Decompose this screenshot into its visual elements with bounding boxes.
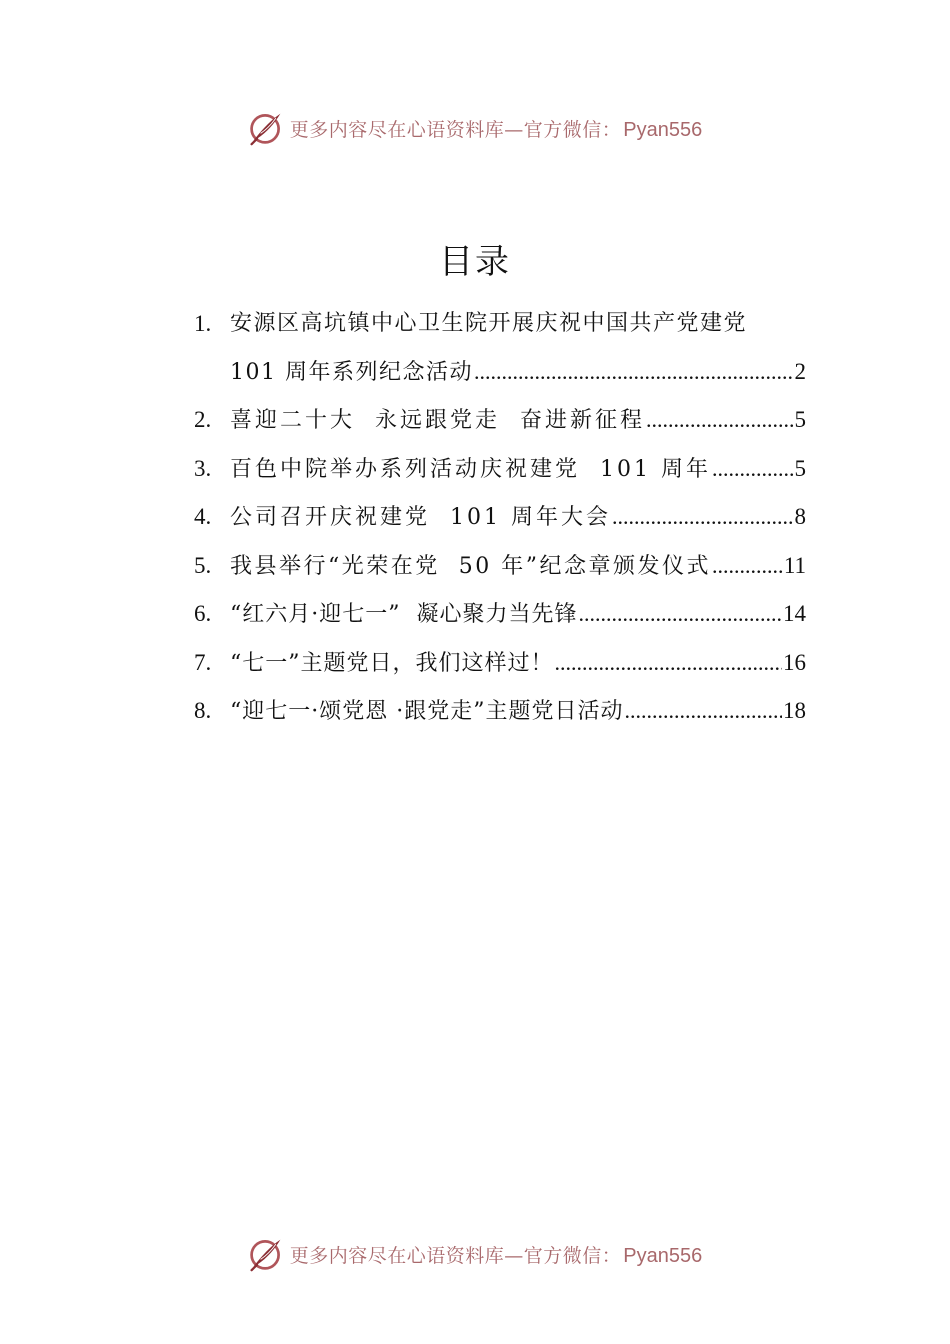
toc-entry-5[interactable] bbox=[194, 542, 806, 591]
toc-entry-3[interactable] bbox=[194, 445, 806, 494]
toc-entry-line bbox=[194, 300, 806, 348]
toc-entry-title: 公司召开庆祝建党 101 周年大会 bbox=[230, 505, 611, 530]
toc-entry-title-line1: 安源区高坑镇中心卫生院开展庆祝中国共产党建党 bbox=[230, 311, 748, 336]
toc-entry-page: 11 bbox=[783, 552, 806, 578]
footer-watermark bbox=[0, 1234, 950, 1274]
watermark-wechat-id: Pyan556 bbox=[623, 1244, 703, 1267]
toc-entry-page: 8 bbox=[794, 504, 806, 529]
toc-entry-number: 3. bbox=[194, 455, 212, 481]
toc-entry-1[interactable] bbox=[194, 300, 806, 396]
table-of-contents bbox=[194, 300, 806, 736]
toc-entry-page: 5 bbox=[794, 407, 806, 432]
toc-entry-number: 2. bbox=[194, 407, 212, 432]
watermark-text bbox=[290, 115, 702, 142]
toc-leader-dots bbox=[578, 590, 782, 638]
toc-entry-line bbox=[194, 542, 806, 591]
toc-entry-title: “红六月·迎七一” 凝心聚力当先锋 bbox=[230, 602, 578, 627]
toc-entry-number: 6. bbox=[194, 601, 212, 626]
toc-entry-page: 16 bbox=[783, 649, 806, 675]
toc-entry-number: 4. bbox=[194, 504, 212, 529]
toc-entry-2[interactable] bbox=[194, 396, 806, 445]
toc-entry-line bbox=[194, 396, 806, 445]
toc-entry-7[interactable] bbox=[194, 639, 806, 688]
toc-leader-dots bbox=[612, 493, 794, 541]
toc-leader-dots bbox=[624, 687, 782, 735]
toc-entry-line bbox=[194, 348, 806, 397]
quill-pen-logo-icon bbox=[248, 110, 284, 146]
toc-entry-6[interactable] bbox=[194, 590, 806, 639]
watermark-slogan: 更多内容尽在心语资料库—官方微信： bbox=[289, 118, 622, 141]
toc-entry-page: 14 bbox=[783, 601, 806, 626]
toc-title: 目录 bbox=[439, 242, 511, 282]
toc-entry-number: 8. bbox=[194, 698, 212, 723]
toc-leader-dots bbox=[712, 542, 783, 590]
toc-entry-number: 7. bbox=[194, 649, 212, 675]
toc-entry-title: 我县举行“光荣在党 50 年”纪念章颁发仪式 bbox=[230, 553, 711, 579]
toc-entry-8[interactable] bbox=[194, 687, 806, 736]
toc-leader-dots bbox=[712, 445, 794, 493]
toc-leader-dots bbox=[646, 396, 794, 444]
toc-entry-line bbox=[194, 687, 806, 736]
toc-entry-number: 5. bbox=[194, 552, 212, 578]
toc-entry-page: 5 bbox=[794, 455, 806, 481]
toc-entry-title-line2: 101 周年系列纪念活动 bbox=[230, 359, 473, 385]
toc-entry-line bbox=[194, 639, 806, 688]
toc-entry-title: “七一”主题党日，我们这样过！ bbox=[230, 650, 554, 676]
toc-entry-page: 18 bbox=[783, 698, 806, 723]
toc-entry-title: “迎七一·颂党恩 ·跟党走”主题党日活动 bbox=[230, 699, 624, 724]
toc-entry-4[interactable] bbox=[194, 493, 806, 542]
toc-entry-line bbox=[194, 445, 806, 494]
toc-entry-number: 1. bbox=[194, 311, 212, 336]
watermark-wechat-id: Pyan556 bbox=[623, 118, 703, 141]
toc-entry-page: 2 bbox=[794, 358, 806, 384]
toc-entry-title: 喜迎二十大 永远跟党走 奋进新征程 bbox=[230, 408, 645, 433]
watermark-text bbox=[290, 1241, 702, 1268]
toc-entry-line bbox=[194, 493, 806, 542]
quill-pen-logo-icon bbox=[248, 1236, 284, 1272]
toc-entry-line bbox=[194, 590, 806, 639]
header-watermark bbox=[0, 108, 950, 148]
toc-leader-dots bbox=[555, 639, 783, 687]
watermark-slogan: 更多内容尽在心语资料库—官方微信： bbox=[289, 1244, 622, 1267]
toc-leader-dots bbox=[474, 348, 794, 396]
toc-entry-title: 百色中院举办系列活动庆祝建党 101 周年 bbox=[230, 456, 711, 482]
